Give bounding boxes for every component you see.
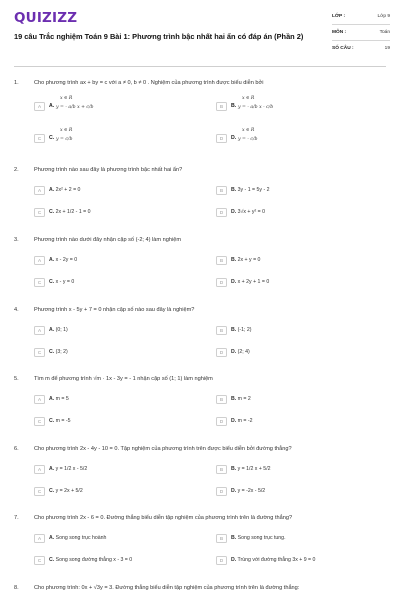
option-letter: D. (231, 135, 237, 141)
option-value: y = -2x - 5/2 (237, 488, 266, 494)
option-d[interactable] (216, 128, 366, 148)
option-b[interactable] (216, 393, 366, 405)
option-c[interactable] (34, 206, 184, 218)
option-a[interactable] (34, 393, 184, 405)
option-b[interactable] (216, 324, 366, 336)
option-badge: A (34, 256, 45, 265)
option-a[interactable] (34, 254, 184, 266)
option-badge: C (34, 348, 45, 357)
option-letter: B. (231, 187, 237, 193)
meta-value: Toán (379, 30, 390, 35)
option-badge: C (34, 556, 45, 565)
option-letter: A. (49, 187, 55, 193)
option-text (49, 466, 87, 472)
option-value: Song song đường thẳng x - 3 = 0 (55, 557, 133, 563)
option-c[interactable] (34, 554, 184, 566)
option-text (49, 327, 68, 333)
option-text (49, 279, 74, 285)
option-value: x - 2y = 0 (55, 257, 78, 263)
option-text (231, 349, 250, 355)
option-badge: B (216, 186, 227, 195)
option-badge: B (216, 326, 227, 335)
question-text: Cho phương trình 2x - 6 = 0. Đường thẳng biểu diễn tập nghiệm của phương trình trên là đường thẳng? (34, 515, 293, 521)
option-value: x - y = 0 (55, 279, 75, 285)
question-text: Phương trình nào dưới đây nhận cặp số (-2; 4) làm nghiệm (34, 237, 181, 243)
option-letter: B. (231, 103, 237, 109)
option-value: m = -2 (237, 418, 253, 424)
option-text (231, 535, 286, 541)
option-c[interactable] (34, 485, 184, 497)
option-letter: C. (49, 418, 55, 424)
question-number: 4. (14, 307, 19, 313)
option-letter: C. (49, 135, 55, 141)
option-value: 2x + 1/2 - 1 = 0 (55, 209, 91, 215)
question-text: Phương trình nào sau đây là phương trình bậc nhất hai ẩn? (34, 167, 183, 173)
question-text: Cho phương trình: 0x + √3y = 3. Đường thẳng biểu diễn tập nghiệm của phương trình trên là đường thẳng: (34, 585, 300, 591)
option-d[interactable] (216, 554, 366, 566)
option-b[interactable] (216, 254, 366, 266)
option-text (49, 257, 77, 263)
meta-row-class (332, 9, 390, 25)
page-title: 19 câu Trắc nghiệm Toán 9 Bài 1: Phương trình bậc nhất hai ẩn có đáp án (Phần 2) (14, 32, 304, 41)
option-value: y = 2x + 5/2 (55, 488, 83, 494)
option-a[interactable] (34, 324, 184, 336)
option-value: (3; 2) (55, 349, 68, 355)
option-badge: D (216, 348, 227, 357)
option-letter: B. (231, 466, 237, 472)
option-line: y = - a/b x + c/b (56, 105, 94, 110)
option-value: (-1; 2) (237, 327, 252, 333)
option-line: y = c/b (56, 137, 73, 142)
option-letter: B. (231, 327, 237, 333)
option-text (49, 187, 80, 193)
option-line: x ∈ R (60, 128, 73, 133)
option-b[interactable] (216, 463, 366, 475)
quizizz-logo: QUIZIZZ (14, 10, 78, 26)
option-letter: D. (231, 418, 237, 424)
option-b[interactable] (216, 96, 366, 116)
option-text (231, 257, 260, 263)
option-letter: D. (231, 557, 237, 563)
option-b[interactable] (216, 532, 366, 544)
option-text (49, 418, 71, 424)
option-badge: C (34, 134, 45, 143)
meta-value: Lớp 9 (377, 14, 390, 19)
option-value: m = 5 (55, 396, 69, 402)
option-value: Song song trục tung. (237, 535, 286, 541)
meta-label: LỚP : (332, 14, 346, 19)
option-text (49, 557, 132, 563)
option-letter: C. (49, 209, 55, 215)
question-text: Cho phương trình 2x - 4y - 10 = 0. Tập nghiệm của phương trình trên được biểu diễn bởi đường thẳng? (34, 446, 292, 452)
option-badge: A (34, 534, 45, 543)
option-badge: B (216, 256, 227, 265)
question-number: 8. (14, 585, 19, 591)
meta-value: 19 (384, 46, 390, 51)
option-text (231, 418, 253, 424)
option-letter: A. (49, 535, 55, 541)
question-text: Tìm m để phương trình √m · 1x - 3y = - 1 nhận cặp số (1; 1) làm nghiệm (34, 376, 213, 382)
option-value: y = 1/2 x - 5/2 (55, 466, 88, 472)
meta-table (332, 9, 390, 57)
option-text (231, 279, 269, 285)
option-c[interactable] (34, 276, 184, 288)
option-badge: D (216, 487, 227, 496)
option-badge: B (216, 102, 227, 111)
option-letter: C. (49, 349, 55, 355)
option-letter: D. (231, 349, 237, 355)
option-letter: A. (49, 257, 55, 263)
header-divider (14, 66, 386, 67)
option-value: 2x² + 2 = 0 (55, 187, 81, 193)
option-letter: A. (49, 103, 55, 109)
option-b[interactable] (216, 184, 366, 196)
option-value: 3√x + y² = 0 (237, 209, 265, 215)
option-value: m = 2 (237, 396, 251, 402)
option-d[interactable] (216, 485, 366, 497)
option-badge: B (216, 534, 227, 543)
option-letter: D. (231, 279, 237, 285)
option-a[interactable] (34, 532, 184, 544)
option-text (231, 557, 315, 563)
option-text (231, 488, 265, 494)
option-letter: C. (49, 279, 55, 285)
meta-row-subject (332, 25, 390, 41)
option-value: x + 2y + 1 = 0 (237, 279, 270, 285)
option-badge: C (34, 417, 45, 426)
option-line: x ∈ R (60, 96, 73, 101)
option-badge: C (34, 278, 45, 287)
option-badge: A (34, 186, 45, 195)
option-d[interactable] (216, 206, 366, 218)
option-value: y = 1/2 x + 5/2 (237, 466, 271, 472)
option-text (49, 535, 106, 541)
meta-label: SỐ CÂU : (332, 46, 354, 51)
option-letter: C. (49, 557, 55, 563)
option-badge: B (216, 395, 227, 404)
question-number: 6. (14, 446, 19, 452)
option-letter: B. (231, 535, 237, 541)
option-text (49, 396, 69, 402)
option-badge: C (34, 208, 45, 217)
option-line: x ∈ R (242, 96, 255, 101)
document-header (0, 0, 400, 70)
option-value: (2; 4) (237, 349, 250, 355)
question-number: 5. (14, 376, 19, 382)
option-c[interactable] (34, 415, 184, 427)
option-badge: C (34, 487, 45, 496)
question-text: Cho phương trình ax + by = c với a ≠ 0, b ≠ 0 . Nghiệm của phương trình được biểu diễn bởi (34, 80, 264, 86)
option-badge: D (216, 134, 227, 143)
option-badge: D (216, 417, 227, 426)
option-letter: A. (49, 466, 55, 472)
option-text (49, 349, 68, 355)
question-number: 3. (14, 237, 19, 243)
question-number: 7. (14, 515, 19, 521)
option-badge: D (216, 208, 227, 217)
option-text (231, 327, 251, 333)
option-d[interactable] (216, 276, 366, 288)
option-c[interactable] (34, 346, 184, 358)
option-a[interactable] (34, 184, 184, 196)
option-a[interactable] (34, 463, 184, 475)
option-text (231, 209, 265, 215)
option-badge: D (216, 278, 227, 287)
question-number: 2. (14, 167, 19, 173)
option-line: y = - c/b (238, 137, 258, 142)
option-value: (0; 1) (55, 327, 68, 333)
option-c[interactable] (34, 128, 184, 148)
option-a[interactable] (34, 96, 184, 116)
option-text (231, 396, 251, 402)
option-text (49, 488, 83, 494)
option-line: x ∈ R (242, 128, 255, 133)
option-letter: A. (49, 396, 55, 402)
option-badge: A (34, 326, 45, 335)
option-badge: B (216, 465, 227, 474)
option-value: m = -5 (55, 418, 71, 424)
option-text (231, 466, 271, 472)
option-d[interactable] (216, 346, 366, 358)
option-value: 2x + y = 0 (237, 257, 261, 263)
option-letter: A. (49, 327, 55, 333)
option-badge: A (34, 465, 45, 474)
option-text (49, 209, 91, 215)
option-badge: A (34, 102, 45, 111)
option-value: 3y - 1 = 5y - 2 (237, 187, 270, 193)
option-letter: D. (231, 488, 237, 494)
meta-label: MÔN : (332, 30, 347, 35)
question-number: 1. (14, 80, 19, 86)
option-badge: D (216, 556, 227, 565)
meta-row-count (332, 41, 390, 57)
option-line: y = - a/b x - c/b (238, 105, 274, 110)
option-badge: A (34, 395, 45, 404)
option-value: Song song trục hoành (55, 535, 107, 541)
option-letter: B. (231, 257, 237, 263)
option-letter: B. (231, 396, 237, 402)
option-value: Trùng với đường thẳng 3x + 9 = 0 (237, 557, 316, 563)
question-text: Phương trình x - 5y + 7 = 0 nhận cặp số nào sau đây là nghiệm? (34, 307, 195, 313)
option-letter: D. (231, 209, 237, 215)
option-d[interactable] (216, 415, 366, 427)
option-text (231, 187, 270, 193)
option-letter: C. (49, 488, 55, 494)
